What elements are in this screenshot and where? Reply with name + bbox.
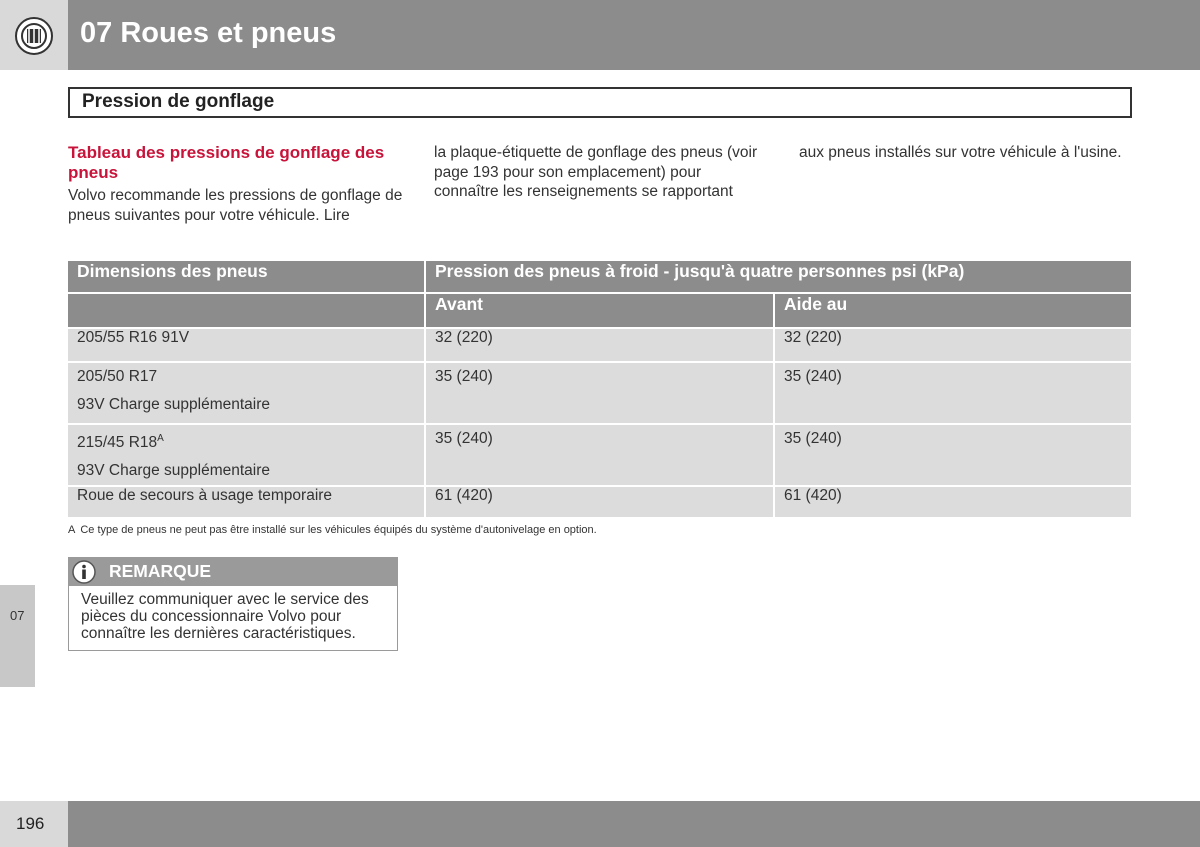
chapter-header xyxy=(68,0,1200,70)
dimension-text: 205/50 R17 xyxy=(77,368,158,385)
cell-dimension xyxy=(68,485,424,517)
cell-front: 35 (240) xyxy=(424,423,773,485)
cell-front: 35 (240) xyxy=(424,361,773,423)
intro-column-1 xyxy=(68,143,413,225)
cell-rear: 35 (240) xyxy=(773,361,1131,423)
intro-column-3 xyxy=(799,143,1129,163)
intro-text-1: Volvo recommande les pressions de gonflage de pneus suivantes pour votre véhicule. Lire xyxy=(68,187,403,224)
cell-rear: 32 (220) xyxy=(773,327,1131,361)
tire-pressure-table xyxy=(68,261,1131,517)
dimension-note: 93V Charge supplémentaire xyxy=(77,462,271,480)
header-pressure: Pression des pneus à froid - jusqu'à quatre personnes psi (kPa) xyxy=(424,261,1131,294)
cell-dimension xyxy=(68,423,424,485)
table-header-row xyxy=(68,261,1131,294)
section-title: Pression de gonflage xyxy=(82,91,275,112)
cell-rear: 35 (240) xyxy=(773,423,1131,485)
table-subheader-row xyxy=(68,294,1131,327)
cell-dimension xyxy=(68,327,424,361)
note-box xyxy=(68,557,398,651)
dimension-note: 93V Charge supplémentaire xyxy=(77,396,271,413)
intro-text-3: aux pneus installés sur votre véhicule à l'usine. xyxy=(799,144,1122,161)
footnote-text: Ce type de pneus ne peut pas être installé sur les véhicules équipés du système d'autonivelage en option. xyxy=(80,524,597,536)
chapter-side-tab xyxy=(0,585,35,687)
footer-page-box xyxy=(0,801,68,847)
cell-front: 32 (220) xyxy=(424,327,773,361)
page-number: 196 xyxy=(16,814,45,833)
footnote-ref: A xyxy=(157,433,164,444)
cell-dimension xyxy=(68,361,424,423)
dimension-text: 215/45 R18 xyxy=(77,434,158,452)
dimension-text: Roue de secours à usage temporaire xyxy=(77,487,333,505)
table-row xyxy=(68,327,1131,361)
side-tab-label: 07 xyxy=(10,608,25,623)
info-icon xyxy=(72,560,96,584)
cell-rear: 61 (420) xyxy=(773,485,1131,517)
table-footnote xyxy=(68,524,597,536)
chapter-title: 07 Roues et pneus xyxy=(80,17,337,49)
section-header xyxy=(68,87,1132,118)
cell-front: 61 (420) xyxy=(424,485,773,517)
footer-bar xyxy=(68,801,1200,847)
note-header xyxy=(69,558,397,586)
intro-text-2: la plaque-étiquette de gonflage des pneus (voir page 193 pour son emplacement) pour connaître les renseignements se rapportant xyxy=(434,144,758,200)
table-row xyxy=(68,485,1131,517)
chapter-icon-box xyxy=(0,0,68,70)
note-label: REMARQUE xyxy=(109,561,212,581)
dimension-text: 205/55 R16 91V xyxy=(77,329,190,346)
header-empty-cell xyxy=(68,294,424,327)
table-row xyxy=(68,423,1131,485)
header-dimensions: Dimensions des pneus xyxy=(68,261,424,294)
header-front: Avant xyxy=(424,294,773,327)
footnote-marker: A xyxy=(68,524,76,536)
header-rear: Aide au xyxy=(773,294,1131,327)
intro-column-2 xyxy=(434,143,764,202)
note-text: Veuillez communiquer avec le service des pièces du concessionnaire Volvo pour connaître les dernières caractéristiques. xyxy=(81,591,369,642)
table-heading: Tableau des pressions de gonflage des pneus xyxy=(68,143,385,182)
table-row xyxy=(68,361,1131,423)
tire-icon xyxy=(14,16,54,56)
